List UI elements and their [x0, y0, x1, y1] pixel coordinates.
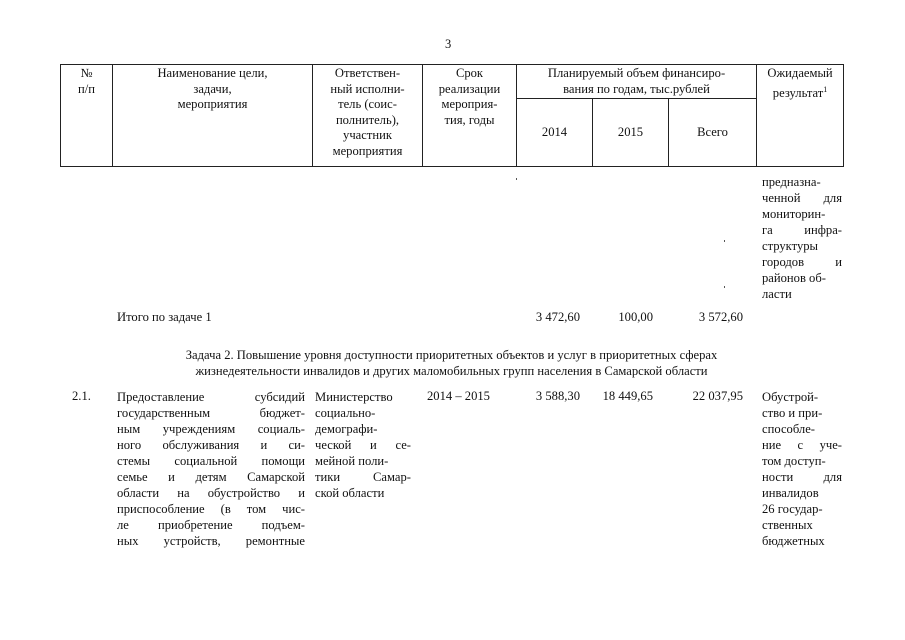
- row-2-1-total: 22 037,95: [692, 389, 743, 403]
- row-2-1-period: 2014 – 2015: [427, 389, 490, 403]
- header-period: Срок реализации мероприя- тия, годы: [423, 65, 517, 167]
- row-2-1-responsible: Министерство социально- демографи- ческой и се- мейной поли- тики Самар- ской области: [315, 390, 411, 500]
- header-2014: 2014: [517, 99, 593, 167]
- header-responsible: Ответствен- ный исполни- тель (соис- полнитель), участник мероприятия: [313, 65, 423, 167]
- row-2-1-number: 2.1.: [72, 389, 91, 403]
- header-num: № п/п: [61, 65, 113, 167]
- table-header: [60, 64, 844, 167]
- header-name: Наименование цели, задачи, мероприятия: [113, 65, 313, 167]
- continued-result-text: предназна- ченной для мониторин- га инфра- структуры городов и районов об- ласти: [762, 175, 842, 301]
- subtotal-2014: 3 472,60: [535, 310, 580, 324]
- page-number: 3: [445, 37, 452, 51]
- task2-heading: Задача 2. Повышение уровня доступности приоритетных объектов и услуг в приоритетных сферах жизнедеятельности инвалидов и других маломобильных групп населения в Самарской области: [185, 348, 718, 378]
- subtotal-total: 3 572,60: [698, 310, 743, 324]
- row-2-1-result: Обустрой- ство и при- способле- ние с уче- том доступ- ности для инвалидов 26 государ- ственных бюджетных: [762, 390, 842, 548]
- header-total: Всего: [669, 99, 757, 167]
- row-2-1-2014: 3 588,30: [535, 389, 580, 403]
- subtotal-2015: 100,00: [618, 310, 653, 324]
- row-2-1-name: Предоставление субсидий государственным бюджет- ным учреждениям социаль- ного обслуживания и си- стемы социальной помощи семье и детям Самарской области на обустройство и приспособление (в том чис- ле приобретение подъем- ных устройств, ремонтные: [117, 390, 305, 548]
- subtotal-label: Итого по задаче 1: [117, 310, 212, 324]
- header-funding: Планируемый объем финансиро- вания по годам, тыс.рублей: [517, 65, 757, 99]
- row-2-1-2015: 18 449,65: [602, 389, 653, 403]
- header-2015: 2015: [593, 99, 669, 167]
- header-result: Ожидаемый результат$^1$: [757, 65, 844, 167]
